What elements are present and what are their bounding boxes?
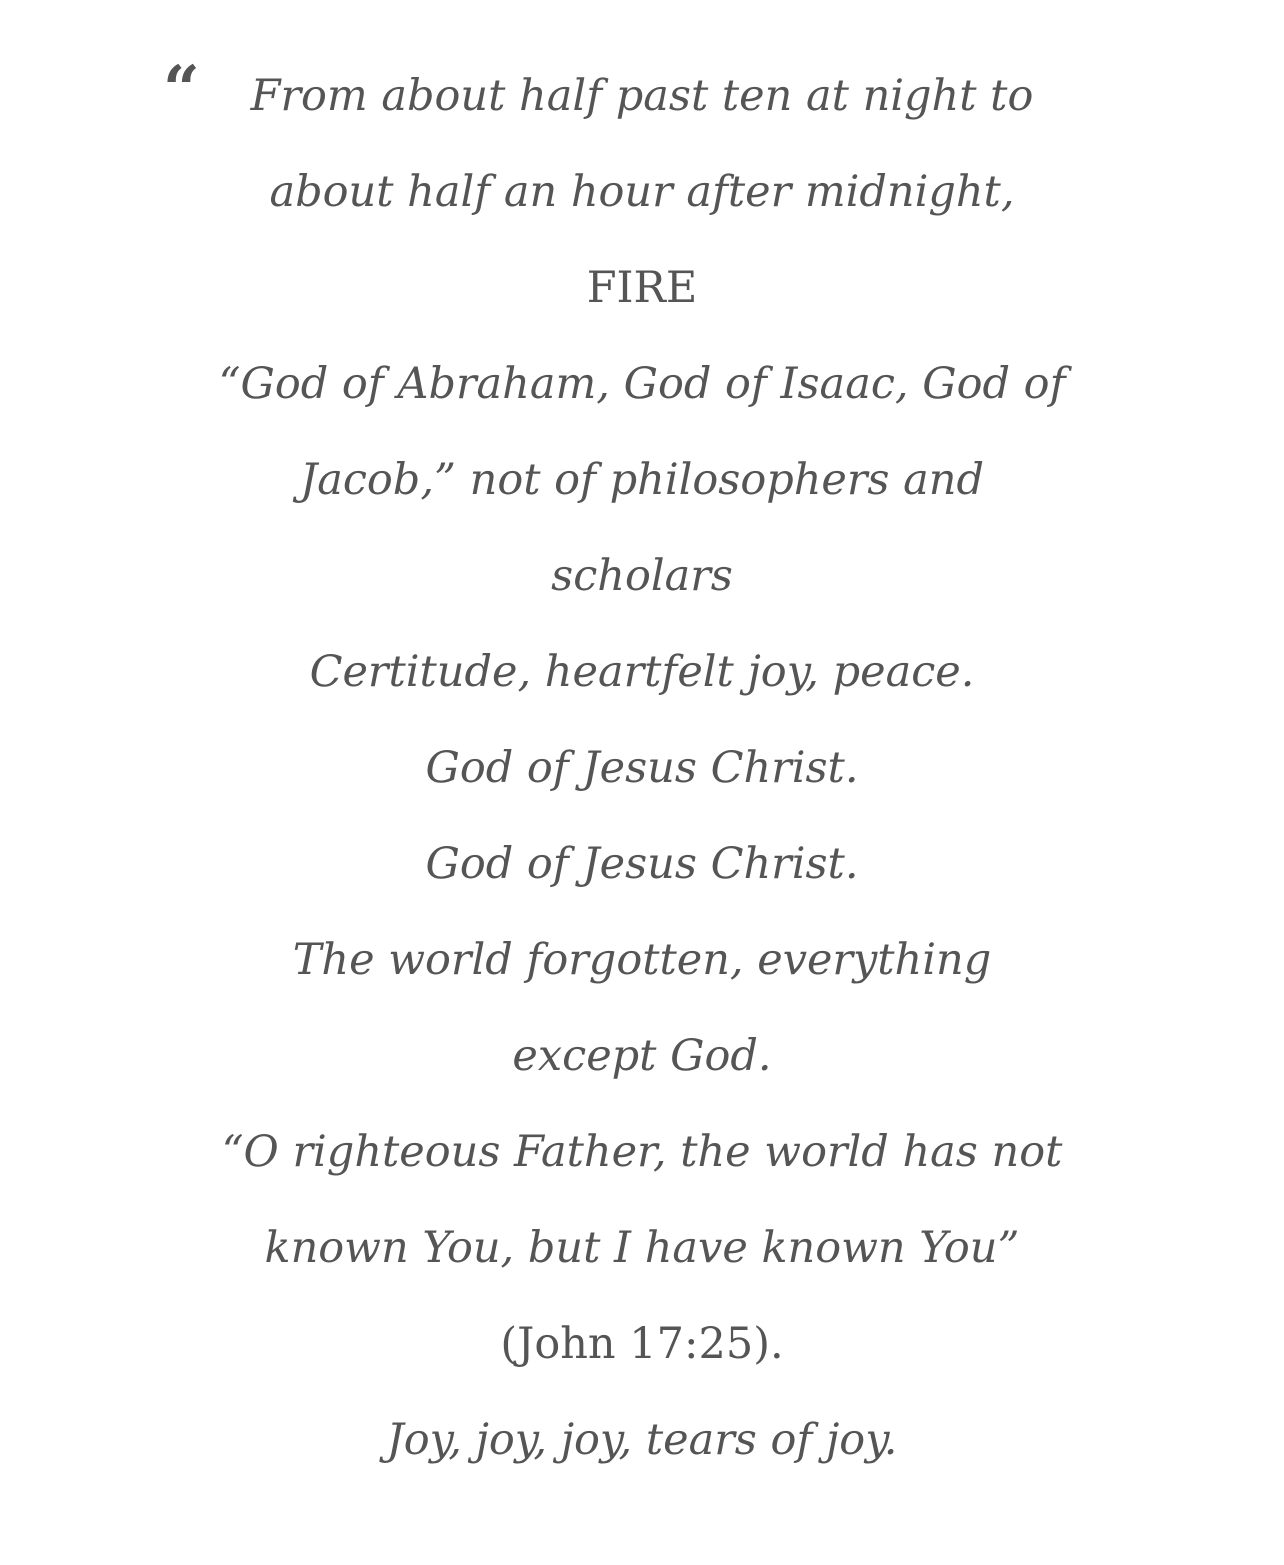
quote-line: From about half past ten at night to: [250, 71, 1034, 121]
quote-line: “O righteous Father, the world has not: [221, 1127, 1063, 1177]
quote-line: Certitude, heartfelt joy, peace.: [309, 647, 975, 697]
quote-line: God of Jesus Christ.: [425, 839, 859, 889]
blockquote: [190, 48, 1094, 1488]
quote-line: known You, but I have known You”: [264, 1223, 1020, 1273]
quote-line: The world forgotten, everything: [292, 935, 992, 985]
quote-line: “God of Abraham, God of Isaac, God of: [218, 359, 1066, 409]
quote-line: Joy, joy, joy, tears of joy.: [386, 1415, 898, 1465]
quote-line: God of Jesus Christ.: [425, 743, 859, 793]
quote-line: Jacob,” not of philosophers and: [299, 455, 985, 505]
quote-line: (John 17:25).: [500, 1319, 784, 1369]
quote-line: about half an hour after midnight,: [269, 167, 1015, 217]
open-quote-icon: “: [163, 52, 200, 127]
quote-line: except God.: [512, 1031, 772, 1081]
quote-line: FIRE: [586, 263, 698, 313]
quote-line: scholars: [551, 551, 733, 601]
